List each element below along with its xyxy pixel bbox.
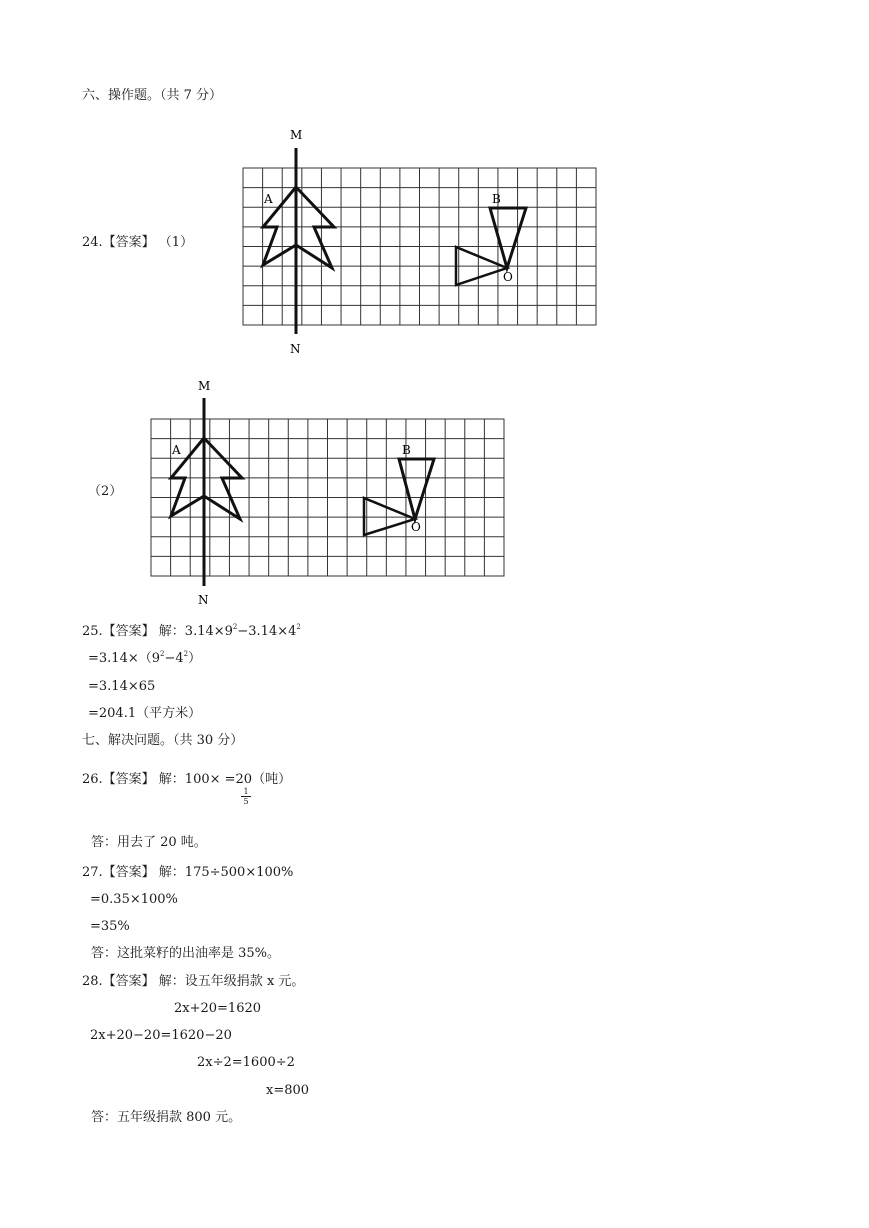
axis-bottom-label: N: [198, 593, 209, 607]
shape-b-label: B: [492, 192, 501, 206]
q25-line-4: =204.1（平方米）: [88, 706, 202, 721]
q26-answer: 答：用去了 20 吨。: [91, 835, 207, 850]
q28-line-3: 2x+20−20=1620−20: [90, 1028, 232, 1043]
q28-line-5: x=800: [266, 1083, 310, 1098]
shape-a-label: A: [172, 443, 181, 457]
q27-answer: 答：这批菜籽的出油率是 35%。: [91, 946, 281, 961]
section-6-title: 六、操作题。（共 7 分）: [82, 88, 223, 103]
shape-b: [399, 459, 434, 519]
q26-fraction-denominator: 5: [243, 797, 249, 806]
q24-label: 24.【答案】 （1）: [82, 235, 194, 250]
q26-fraction-numerator: 1: [243, 787, 249, 796]
shape-a: [263, 187, 334, 268]
shape-b-label: B: [402, 443, 411, 457]
q24-part2-label: （2）: [88, 484, 123, 499]
q26-fraction: [241, 788, 251, 805]
axis-top-label: M: [290, 128, 303, 142]
q27-line-1: 27.【答案】 解：175÷500×100%: [82, 865, 294, 880]
point-o-label: O: [503, 270, 513, 284]
q28-line-1: 28.【答案】 解：设五年级捐款 x 元。: [82, 974, 305, 989]
q25-line-1: 25.【答案】 解：$3.14\times 9^2-3.14\times 4^2$: [82, 623, 301, 639]
grid-figure-1: [230, 120, 610, 365]
q25-line-2: $=3.14\times(9^2-4^2)$: [88, 650, 202, 666]
shape-b-rotated: [364, 498, 415, 535]
q26-line-1: 26.【答案】 解：100× =20（吨）: [82, 772, 292, 787]
q25-line-3: =3.14×65: [88, 679, 156, 694]
q28-answer: 答：五年级捐款 800 元。: [91, 1110, 242, 1125]
q28-line-4: 2x÷2=1600÷2: [197, 1055, 295, 1070]
q28-line-2: 2x+20=1620: [174, 1001, 262, 1016]
section-7-title: 七、解决问题。（共 30 分）: [82, 733, 244, 748]
point-o-label: O: [411, 520, 421, 534]
shape-a-label: A: [264, 192, 273, 206]
axis-bottom-label: N: [290, 342, 301, 356]
q27-line-2: =0.35×100%: [90, 892, 178, 907]
shape-a: [171, 438, 242, 519]
axis-top-label: M: [198, 379, 211, 393]
shape-b: [490, 208, 526, 268]
q27-line-3: =35%: [90, 919, 130, 934]
grid-figure-2: [138, 370, 518, 615]
